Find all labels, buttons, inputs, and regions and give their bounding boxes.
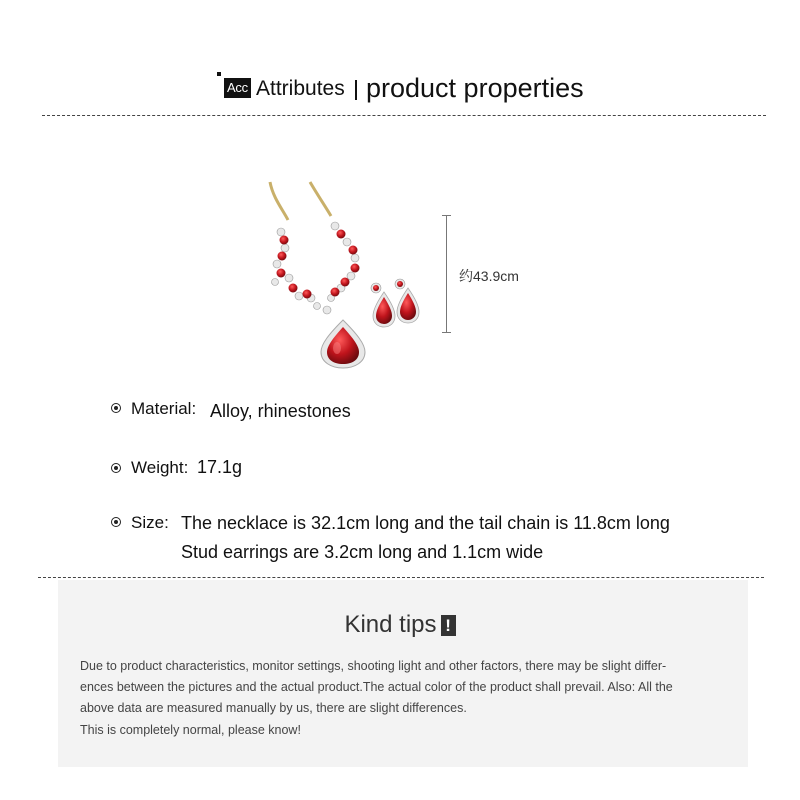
necklace-pendant [321,306,365,368]
size-line-necklace: The necklace is 32.1cm long and the tail chain is 11.8cm long [181,513,670,533]
tips-heading [0,610,800,640]
dimension-line [446,215,447,332]
necklace-rhinestones-left [272,228,321,310]
weight-label: Weight: [131,458,189,477]
dimension-cap-bottom [442,332,451,333]
size-label: Size: [131,513,169,532]
tips-line-2: ences between the pictures and the actual product.The actual color of the product shall prevail. Also: All the [80,680,673,694]
necklace-chain-right [310,182,331,216]
material-value: Alloy, rhinestones [210,401,351,421]
tips-line-3: above data are measured manually by us, there are slight differences. [80,701,467,715]
size-line-earrings: Stud earrings are 3.2cm long and 1.1cm wide [181,542,544,562]
tips-line-1: Due to product characteristics, monitor settings, shooting light and other factors, there may be slight differ- [80,659,667,673]
product-image [255,180,435,370]
header-divider [355,80,357,100]
header-title-en: Attributes [256,77,345,100]
page-title: product properties [366,73,584,103]
header-badge: Acc [224,78,251,98]
earring-left [371,283,395,327]
exclamation-icon: ! [441,615,456,636]
header-dot [217,72,221,76]
dimension-label: 约43.9cm [459,268,519,284]
weight-value: 17.1g [197,457,243,477]
weight-bullet-icon [111,463,121,473]
tips-title: Kind tips [344,611,437,638]
tips-line-4: This is completely normal, please know! [80,723,301,737]
material-label: Material: [131,399,197,418]
material-bullet-icon [111,403,121,413]
necklace-chain-left [270,182,288,220]
necklace-rubies-left [277,236,312,299]
size-bullet-icon [111,517,121,527]
bottom-dashed-divider [38,577,764,578]
top-dashed-divider [42,115,766,116]
earring-right [395,279,419,323]
